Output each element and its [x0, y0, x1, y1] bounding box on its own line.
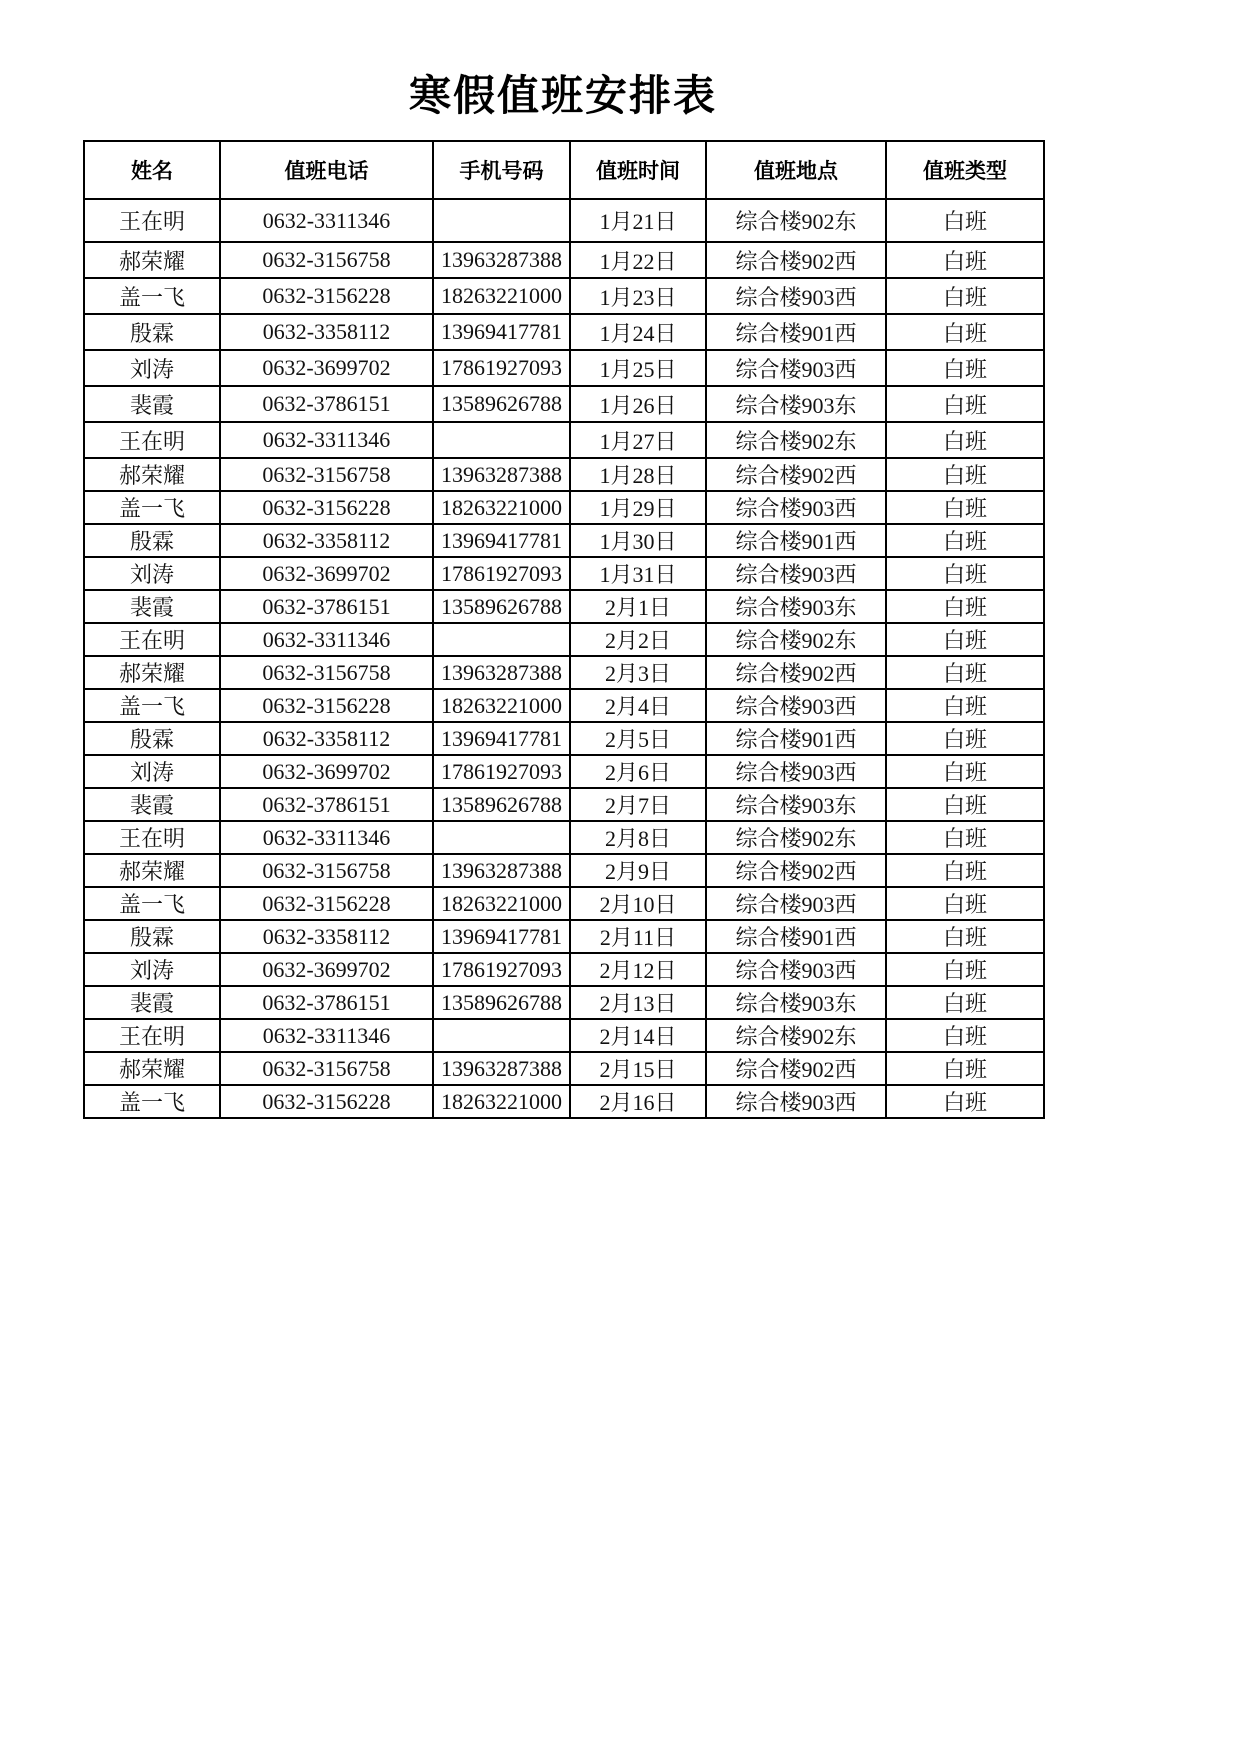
cell-duty-date: 2月6日 [570, 755, 706, 788]
cell-duty-location: 综合楼903西 [706, 278, 886, 314]
table-row [84, 350, 1044, 386]
cell-duty-location: 综合楼902东 [706, 623, 886, 656]
cell-duty-type: 白班 [886, 314, 1044, 350]
table-header-row [84, 141, 1044, 199]
cell-duty-type: 白班 [886, 656, 1044, 689]
table-row [84, 788, 1044, 821]
cell-duty-location: 综合楼902西 [706, 242, 886, 278]
cell-name: 刘涛 [84, 953, 220, 986]
cell-mobile-number: 13589626788 [433, 386, 570, 422]
cell-duty-location: 综合楼903东 [706, 590, 886, 623]
cell-mobile-number [433, 623, 570, 656]
table-row [84, 524, 1044, 557]
cell-duty-location: 综合楼901西 [706, 722, 886, 755]
table-row [84, 887, 1044, 920]
cell-duty-type: 白班 [886, 278, 1044, 314]
cell-duty-date: 1月28日 [570, 458, 706, 491]
cell-duty-type: 白班 [886, 199, 1044, 242]
cell-duty-phone: 0632-3311346 [220, 1019, 433, 1052]
table-row [84, 1019, 1044, 1052]
cell-duty-type: 白班 [886, 557, 1044, 590]
cell-mobile-number: 18263221000 [433, 491, 570, 524]
cell-duty-type: 白班 [886, 755, 1044, 788]
cell-duty-phone: 0632-3156228 [220, 689, 433, 722]
cell-duty-type: 白班 [886, 1019, 1044, 1052]
cell-name: 盖一飞 [84, 887, 220, 920]
cell-duty-location: 综合楼902东 [706, 199, 886, 242]
header-name: 姓名 [84, 141, 220, 199]
cell-duty-date: 2月16日 [570, 1085, 706, 1118]
table-row [84, 689, 1044, 722]
cell-mobile-number [433, 199, 570, 242]
cell-duty-phone: 0632-3156758 [220, 242, 433, 278]
cell-duty-date: 2月10日 [570, 887, 706, 920]
header-duty-phone: 值班电话 [220, 141, 433, 199]
cell-duty-type: 白班 [886, 422, 1044, 458]
cell-duty-date: 1月22日 [570, 242, 706, 278]
table-row [84, 1085, 1044, 1118]
cell-duty-date: 1月30日 [570, 524, 706, 557]
table-body [84, 199, 1044, 1118]
cell-mobile-number: 18263221000 [433, 887, 570, 920]
cell-duty-phone: 0632-3786151 [220, 788, 433, 821]
cell-name: 殷霖 [84, 314, 220, 350]
cell-mobile-number: 17861927093 [433, 953, 570, 986]
cell-duty-phone: 0632-3156228 [220, 278, 433, 314]
cell-duty-phone: 0632-3311346 [220, 623, 433, 656]
cell-name: 裴霞 [84, 788, 220, 821]
cell-name: 王在明 [84, 821, 220, 854]
cell-duty-location: 综合楼902东 [706, 422, 886, 458]
header-duty-location: 值班地点 [706, 141, 886, 199]
cell-duty-location: 综合楼902西 [706, 1052, 886, 1085]
cell-duty-date: 1月25日 [570, 350, 706, 386]
cell-duty-phone: 0632-3699702 [220, 953, 433, 986]
cell-mobile-number [433, 1019, 570, 1052]
cell-duty-phone: 0632-3786151 [220, 986, 433, 1019]
cell-duty-date: 2月2日 [570, 623, 706, 656]
cell-mobile-number [433, 422, 570, 458]
cell-duty-date: 2月1日 [570, 590, 706, 623]
cell-duty-type: 白班 [886, 1052, 1044, 1085]
table-row [84, 986, 1044, 1019]
cell-duty-type: 白班 [886, 722, 1044, 755]
cell-duty-location: 综合楼903西 [706, 953, 886, 986]
cell-duty-date: 2月5日 [570, 722, 706, 755]
cell-duty-phone: 0632-3699702 [220, 755, 433, 788]
cell-duty-type: 白班 [886, 854, 1044, 887]
cell-duty-date: 2月8日 [570, 821, 706, 854]
cell-name: 刘涛 [84, 557, 220, 590]
table-row [84, 953, 1044, 986]
cell-mobile-number: 13969417781 [433, 524, 570, 557]
cell-name: 郝荣耀 [84, 656, 220, 689]
cell-name: 盖一飞 [84, 689, 220, 722]
table-row [84, 755, 1044, 788]
cell-duty-date: 1月24日 [570, 314, 706, 350]
cell-duty-phone: 0632-3311346 [220, 422, 433, 458]
cell-duty-location: 综合楼903西 [706, 557, 886, 590]
cell-duty-type: 白班 [886, 386, 1044, 422]
cell-mobile-number: 13963287388 [433, 656, 570, 689]
duty-schedule-table [83, 140, 1045, 1119]
cell-duty-location: 综合楼903西 [706, 887, 886, 920]
table-row [84, 278, 1044, 314]
cell-duty-location: 综合楼903西 [706, 689, 886, 722]
cell-mobile-number: 13969417781 [433, 722, 570, 755]
cell-name: 郝荣耀 [84, 854, 220, 887]
cell-name: 裴霞 [84, 986, 220, 1019]
cell-duty-phone: 0632-3786151 [220, 590, 433, 623]
table-row [84, 386, 1044, 422]
cell-duty-type: 白班 [886, 350, 1044, 386]
cell-duty-date: 2月15日 [570, 1052, 706, 1085]
cell-mobile-number: 13963287388 [433, 1052, 570, 1085]
cell-duty-type: 白班 [886, 590, 1044, 623]
cell-duty-date: 1月27日 [570, 422, 706, 458]
cell-duty-date: 2月4日 [570, 689, 706, 722]
cell-duty-phone: 0632-3156758 [220, 1052, 433, 1085]
cell-duty-date: 2月7日 [570, 788, 706, 821]
cell-duty-location: 综合楼901西 [706, 524, 886, 557]
cell-mobile-number: 18263221000 [433, 278, 570, 314]
cell-duty-type: 白班 [886, 623, 1044, 656]
cell-duty-type: 白班 [886, 887, 1044, 920]
cell-duty-type: 白班 [886, 821, 1044, 854]
header-duty-date: 值班时间 [570, 141, 706, 199]
cell-duty-location: 综合楼901西 [706, 920, 886, 953]
cell-duty-location: 综合楼901西 [706, 314, 886, 350]
cell-mobile-number: 13963287388 [433, 854, 570, 887]
cell-name: 裴霞 [84, 590, 220, 623]
cell-name: 盖一飞 [84, 1085, 220, 1118]
cell-duty-phone: 0632-3699702 [220, 350, 433, 386]
cell-duty-phone: 0632-3358112 [220, 920, 433, 953]
cell-mobile-number: 13589626788 [433, 788, 570, 821]
cell-duty-location: 综合楼902西 [706, 656, 886, 689]
cell-mobile-number: 18263221000 [433, 689, 570, 722]
cell-duty-date: 2月12日 [570, 953, 706, 986]
cell-duty-location: 综合楼902西 [706, 854, 886, 887]
cell-duty-type: 白班 [886, 1085, 1044, 1118]
cell-duty-type: 白班 [886, 524, 1044, 557]
cell-name: 殷霖 [84, 722, 220, 755]
table-row [84, 656, 1044, 689]
cell-duty-phone: 0632-3156228 [220, 887, 433, 920]
cell-duty-date: 1月31日 [570, 557, 706, 590]
document-page [83, 0, 1043, 1119]
table-row [84, 722, 1044, 755]
cell-duty-location: 综合楼902东 [706, 821, 886, 854]
cell-mobile-number: 18263221000 [433, 1085, 570, 1118]
cell-mobile-number: 13589626788 [433, 590, 570, 623]
cell-duty-date: 2月11日 [570, 920, 706, 953]
cell-name: 王在明 [84, 199, 220, 242]
cell-name: 郝荣耀 [84, 242, 220, 278]
cell-duty-location: 综合楼903西 [706, 350, 886, 386]
table-row [84, 491, 1044, 524]
cell-name: 盖一飞 [84, 491, 220, 524]
table-row [84, 1052, 1044, 1085]
cell-mobile-number: 13589626788 [433, 986, 570, 1019]
cell-duty-phone: 0632-3358112 [220, 314, 433, 350]
cell-name: 殷霖 [84, 920, 220, 953]
cell-mobile-number: 13969417781 [433, 314, 570, 350]
cell-name: 王在明 [84, 422, 220, 458]
cell-name: 郝荣耀 [84, 1052, 220, 1085]
cell-duty-type: 白班 [886, 788, 1044, 821]
cell-duty-type: 白班 [886, 986, 1044, 1019]
cell-duty-date: 1月21日 [570, 199, 706, 242]
cell-duty-type: 白班 [886, 458, 1044, 491]
table-row [84, 821, 1044, 854]
header-duty-type: 值班类型 [886, 141, 1044, 199]
cell-duty-location: 综合楼902西 [706, 458, 886, 491]
cell-mobile-number: 13963287388 [433, 242, 570, 278]
cell-mobile-number [433, 821, 570, 854]
cell-mobile-number: 17861927093 [433, 350, 570, 386]
cell-duty-location: 综合楼903东 [706, 788, 886, 821]
cell-duty-phone: 0632-3699702 [220, 557, 433, 590]
cell-duty-date: 2月9日 [570, 854, 706, 887]
cell-duty-phone: 0632-3156758 [220, 656, 433, 689]
cell-duty-location: 综合楼903西 [706, 491, 886, 524]
cell-duty-location: 综合楼903西 [706, 755, 886, 788]
cell-duty-type: 白班 [886, 953, 1044, 986]
cell-name: 盖一飞 [84, 278, 220, 314]
cell-duty-location: 综合楼903西 [706, 1085, 886, 1118]
cell-duty-location: 综合楼902东 [706, 1019, 886, 1052]
cell-duty-phone: 0632-3156758 [220, 458, 433, 491]
cell-mobile-number: 17861927093 [433, 755, 570, 788]
cell-duty-date: 1月26日 [570, 386, 706, 422]
cell-duty-date: 2月13日 [570, 986, 706, 1019]
cell-duty-location: 综合楼903东 [706, 386, 886, 422]
cell-duty-phone: 0632-3156228 [220, 1085, 433, 1118]
cell-duty-type: 白班 [886, 491, 1044, 524]
cell-duty-phone: 0632-3358112 [220, 722, 433, 755]
cell-duty-date: 2月14日 [570, 1019, 706, 1052]
cell-duty-phone: 0632-3156758 [220, 854, 433, 887]
cell-name: 裴霞 [84, 386, 220, 422]
cell-duty-date: 1月29日 [570, 491, 706, 524]
table-row [84, 422, 1044, 458]
cell-duty-phone: 0632-3358112 [220, 524, 433, 557]
cell-mobile-number: 13963287388 [433, 458, 570, 491]
cell-mobile-number: 17861927093 [433, 557, 570, 590]
cell-duty-phone: 0632-3311346 [220, 821, 433, 854]
table-row [84, 242, 1044, 278]
table-row [84, 920, 1044, 953]
table-row [84, 314, 1044, 350]
cell-name: 王在明 [84, 623, 220, 656]
header-mobile-number: 手机号码 [433, 141, 570, 199]
cell-name: 王在明 [84, 1019, 220, 1052]
cell-duty-phone: 0632-3786151 [220, 386, 433, 422]
table-row [84, 557, 1044, 590]
cell-duty-phone: 0632-3156228 [220, 491, 433, 524]
cell-duty-type: 白班 [886, 689, 1044, 722]
cell-mobile-number: 13969417781 [433, 920, 570, 953]
cell-duty-date: 2月3日 [570, 656, 706, 689]
cell-name: 殷霖 [84, 524, 220, 557]
cell-name: 郝荣耀 [84, 458, 220, 491]
cell-duty-phone: 0632-3311346 [220, 199, 433, 242]
cell-duty-type: 白班 [886, 920, 1044, 953]
cell-duty-location: 综合楼903东 [706, 986, 886, 1019]
table-row [84, 623, 1044, 656]
cell-name: 刘涛 [84, 755, 220, 788]
table-row [84, 590, 1044, 623]
cell-duty-type: 白班 [886, 242, 1044, 278]
cell-duty-date: 1月23日 [570, 278, 706, 314]
page-title: 寒假值班安排表 [408, 74, 717, 120]
table-row [84, 458, 1044, 491]
cell-name: 刘涛 [84, 350, 220, 386]
table-row [84, 854, 1044, 887]
table-row [84, 199, 1044, 242]
